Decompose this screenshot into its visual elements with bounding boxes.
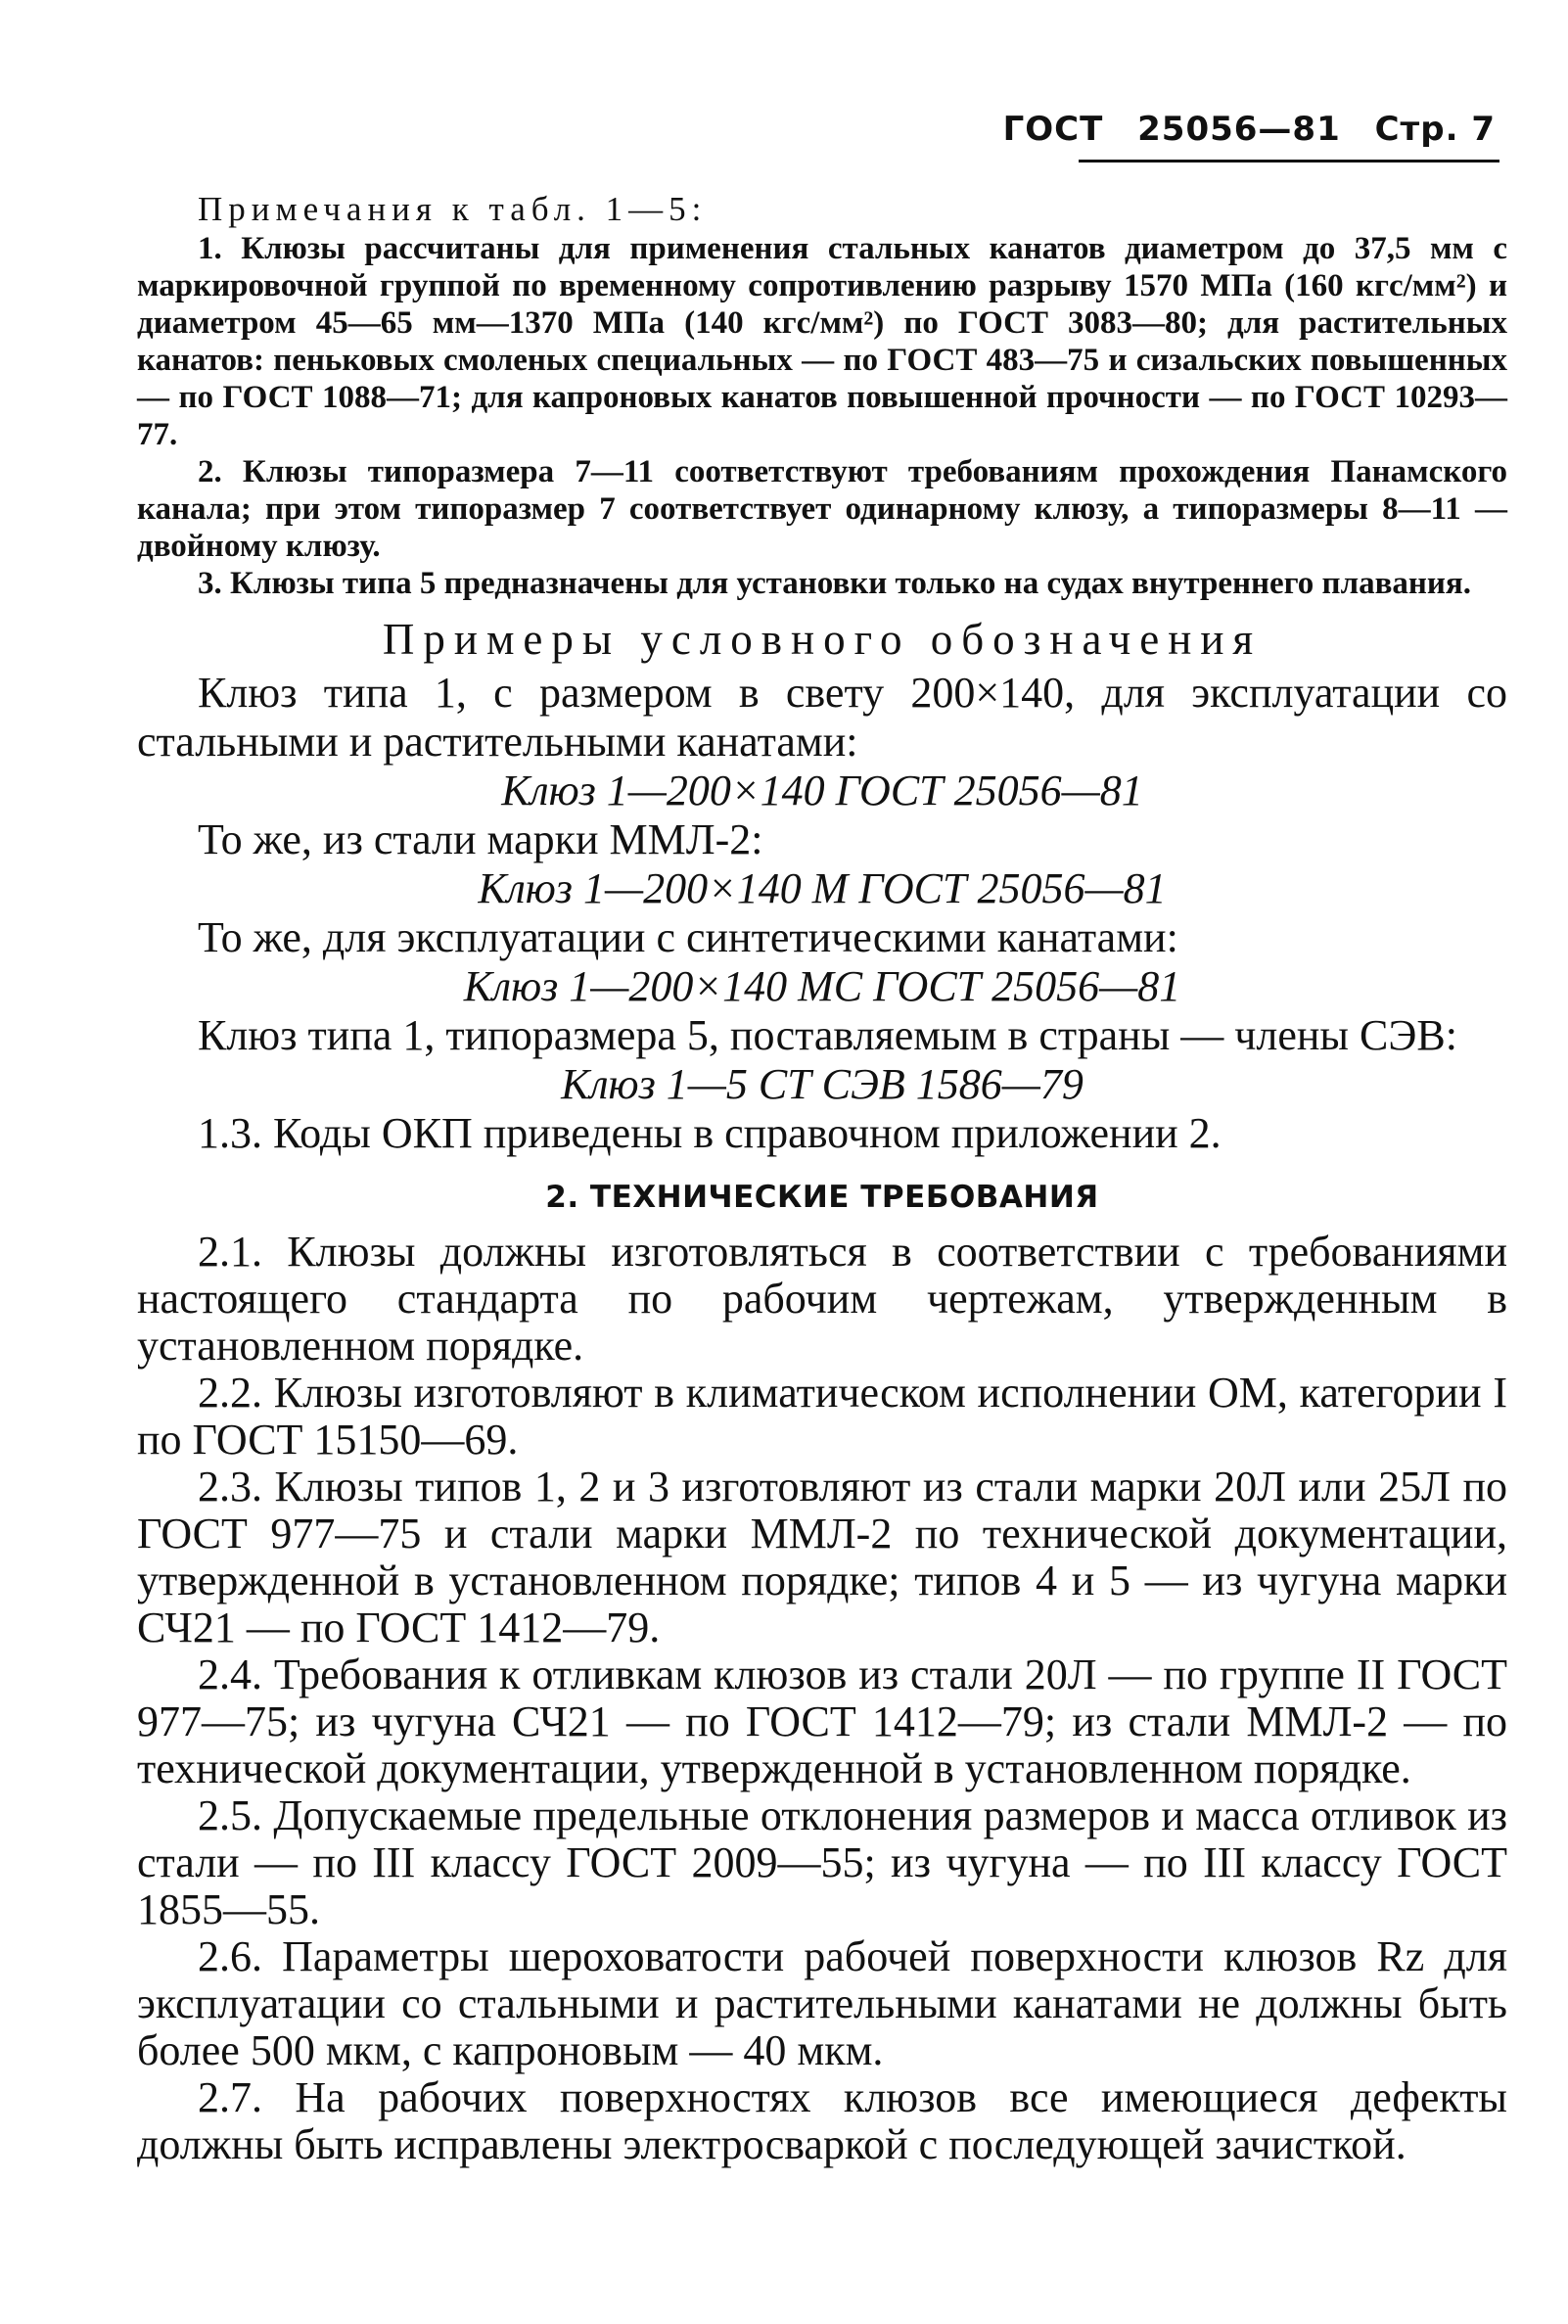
note-item: 2. Клюзы типоразмера 7—11 соответствуют требованиям прохождения Панамского канала; при этом типоразмер 7 соответствует одинарному клюзу, а типоразмеры 8—11 — двойному клюзу. bbox=[137, 454, 1507, 564]
header-page-number: Стр. 7 bbox=[1374, 110, 1496, 149]
page-header bbox=[1003, 110, 1496, 149]
examples-title: Примеры условного обозначения bbox=[382, 615, 1263, 664]
header-gost: ГОСТ bbox=[1002, 110, 1104, 149]
section-title: 2. ТЕХНИЧЕСКИЕ ТРЕБОВАНИЯ bbox=[545, 1180, 1099, 1215]
page-content bbox=[137, 191, 1507, 2168]
clause-2-7: 2.7. На рабочих поверхностях клюзов все имеющиеся дефекты должны быть исправлены электросваркой с последующей зачисткой. bbox=[137, 2073, 1507, 2168]
notes-title: Примечания к табл. 1—5: bbox=[198, 190, 708, 228]
section-2-body bbox=[137, 1229, 1507, 2168]
notes-block bbox=[137, 191, 1507, 602]
example-designation: Клюз 1—200×140 МС ГОСТ 25056—81 bbox=[463, 962, 1181, 1010]
examples-block bbox=[137, 669, 1507, 1158]
clause-2-3: 2.3. Клюзы типов 1, 2 и 3 изготовляют из стали марки 20Л или 25Л по ГОСТ 977—75 и стали марки ММЛ-2 по технической документации, утвержденной в установленном порядке; типов 4 и 5 — из чугуна марки СЧ21 — по ГОСТ 1412—79. bbox=[137, 1463, 1507, 1651]
clause-2-1: 2.1. Клюзы должны изготовляться в соответствии с требованиями настоящего стандарта по рабочим чертежам, утвержденным в установленном порядке. bbox=[137, 1228, 1507, 1370]
example-designation: Клюз 1—5 СТ СЭВ 1586—79 bbox=[561, 1060, 1084, 1108]
note-item: 1. Клюзы рассчитаны для применения стальных канатов диаметром до 37,5 мм с маркировочной группой по временному сопротивлению разрыву 1570 МПа (160 кгс/мм²) и диаметром 45—65 мм—1370 МПа (140 кгс/мм²) по ГОСТ 3083—80; для растительных канатов: пеньковых смоленых специальных — по ГОСТ 483—75 и сизальских повышенных — по ГОСТ 1088—71; для капроновых канатов повышенной прочности — по ГОСТ 10293—77. bbox=[137, 231, 1507, 452]
header-number: 25056—81 bbox=[1137, 110, 1341, 149]
example-text: Клюз типа 1, типоразмера 5, поставляемым в страны — члены СЭВ: bbox=[198, 1011, 1457, 1059]
clause-2-4: 2.4. Требования к отливкам клюзов из стали 20Л — по группе II ГОСТ 977—75; из чугуна СЧ21 — по ГОСТ 1412—79; из стали ММЛ-2 — по технической документации, утвержденной в установленном порядке. bbox=[137, 1650, 1507, 1792]
example-designation: Клюз 1—200×140 М ГОСТ 25056—81 bbox=[478, 864, 1167, 912]
clause-2-5: 2.5. Допускаемые предельные отклонения размеров и масса отливок из стали — по III классу ГОСТ 2009—55; из чугуна — по III классу ГОСТ 1855—55. bbox=[137, 1791, 1507, 1933]
example-text: То же, из стали марки ММЛ-2: bbox=[198, 815, 763, 863]
clause-2-2: 2.2. Клюзы изготовляют в климатическом исполнении ОМ, категории I по ГОСТ 15150—69. bbox=[137, 1369, 1507, 1464]
clause-2-6: 2.6. Параметры шероховатости рабочей поверхности клюзов Rz для эксплуатации со стальными и растительными канатами не должны быть более 500 мкм, с капроновым — 40 мкм. bbox=[137, 1932, 1507, 2074]
example-text: То же, для эксплуатации с синтетическими канатами: bbox=[198, 913, 1178, 961]
header-rule bbox=[1079, 160, 1499, 163]
okp-codes-text: 1.3. Коды ОКП приведены в справочном приложении 2. bbox=[198, 1109, 1222, 1157]
example-designation: Клюз 1—200×140 ГОСТ 25056—81 bbox=[501, 767, 1143, 814]
example-text: Клюз типа 1, с размером в свету 200×140, для эксплуатации со стальными и растительными канатами: bbox=[137, 669, 1507, 766]
note-item: 3. Клюзы типа 5 предназначены для установки только на судах внутреннего плавания. bbox=[198, 566, 1472, 601]
